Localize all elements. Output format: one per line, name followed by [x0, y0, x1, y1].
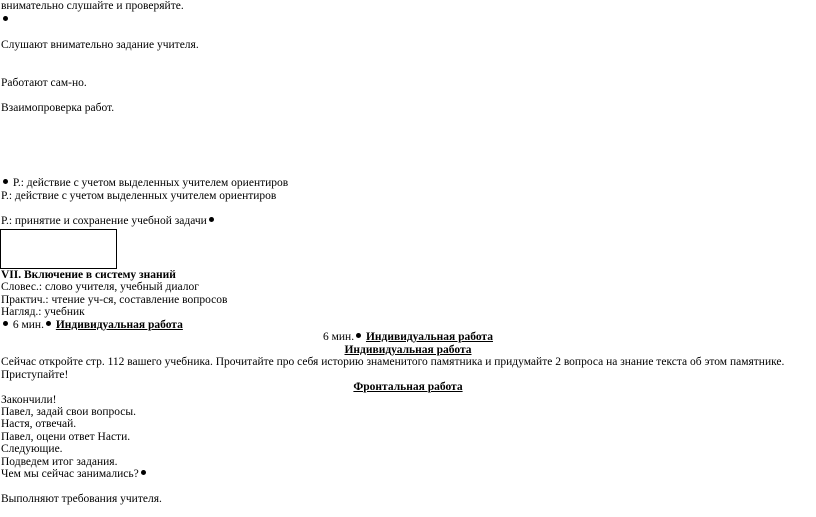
work-title: Индивидуальная работа [55, 319, 183, 331]
text-span: Р.: действие с учетом выделенных учителем ориентиров [12, 177, 289, 189]
text-line: Слушают внимательно задание учителя. [1, 39, 199, 51]
bullet-icon [356, 333, 361, 338]
text-line: Павел, задай свои вопросы. [1, 406, 136, 418]
centered-line [0, 331, 816, 344]
bullet-icon [3, 16, 8, 21]
text-line [1, 177, 288, 190]
text-line [1, 215, 216, 228]
time-label: 6 мин. [12, 319, 44, 331]
bullet-line [1, 14, 10, 27]
text-line: Взаимопроверка работ. [1, 102, 115, 114]
work-title: Индивидуальная работа [365, 331, 493, 343]
bullet-icon [141, 470, 146, 475]
text-span: Чем мы сейчас занимались? [1, 468, 139, 480]
text-line: Практич.: чтение уч-ся, составление вопросов [1, 294, 228, 306]
centered-heading: Фронтальная работа [353, 381, 463, 393]
text-line: Работают сам-но. [1, 77, 87, 89]
text-line: Настя, отвечай. [1, 418, 77, 430]
text-line: Закончили! [1, 394, 57, 406]
text-line: Нагляд.: учебник [1, 306, 85, 318]
text-line: Сейчас откройте стр. 112 вашего учебника. Прочитайте про себя историю знаменитого памятника и придумайте 2 вопроса на знание текста об этом памятнике. [1, 356, 785, 368]
text-line: Павел, оцени ответ Насти. [1, 431, 131, 443]
text-line: Следующие. [1, 443, 63, 455]
centered-heading: Индивидуальная работа [344, 344, 472, 356]
text-line: внимательно слушайте и проверяйте. [1, 0, 184, 12]
bullet-icon [46, 321, 51, 326]
text-line: Приступайте! [1, 369, 69, 381]
text-span: Р.: принятие и сохранение учебной задачи [1, 215, 207, 227]
empty-box [0, 229, 117, 269]
time-label: 6 мин. [323, 331, 355, 343]
bullet-icon [209, 217, 214, 222]
text-line: Выполняют требования учителя. [1, 493, 162, 505]
text-line: Словес.: слово учителя, учебный диалог [1, 281, 199, 293]
text-line: Р.: действие с учетом выделенных учителем ориентиров [1, 190, 277, 202]
bullet-icon [3, 321, 8, 326]
section-heading: VII. Включение в систему знаний [1, 269, 176, 281]
bullet-icon [3, 179, 8, 184]
text-line [1, 468, 148, 481]
text-line: Подведем итог задания. [1, 456, 118, 468]
